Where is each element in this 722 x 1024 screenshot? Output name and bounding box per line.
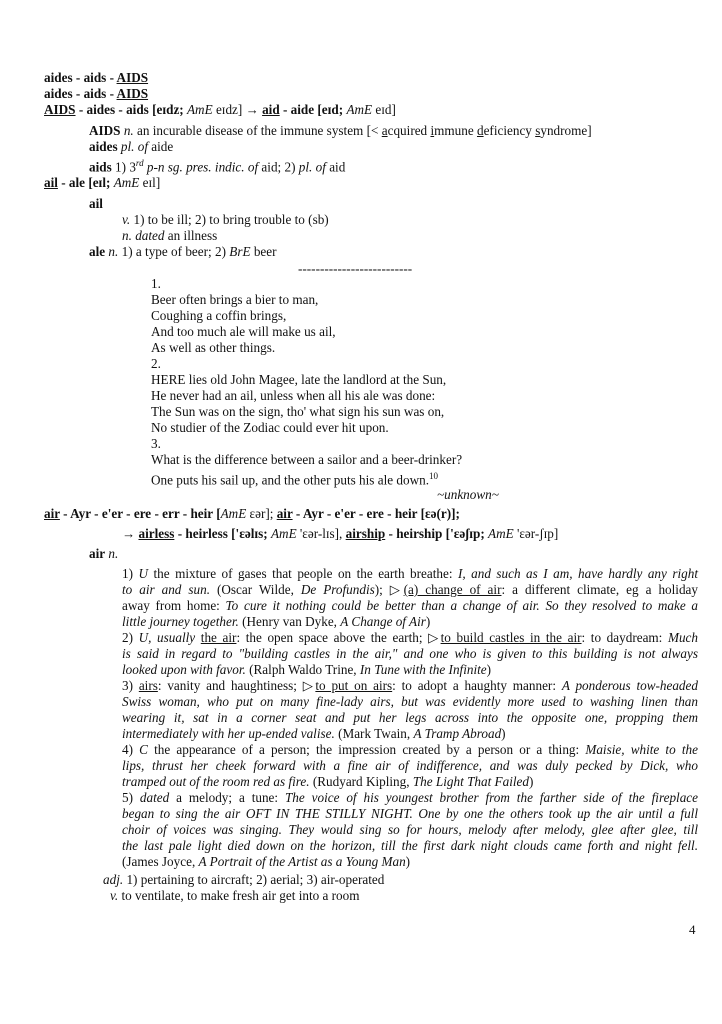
headword-airship: airship bbox=[345, 526, 386, 541]
poem-line-text: One puts his sail up, and the other puts his ale down. bbox=[151, 472, 429, 488]
citation-title: A Change of Air bbox=[340, 614, 426, 629]
grammar-label: U bbox=[138, 566, 148, 581]
example-quote: lips, thrust her cheek forward with a fine air of indifference, and was duly pecked by Dick, who bbox=[122, 758, 698, 773]
definition-text: aid; 2) bbox=[258, 159, 299, 175]
entry-headline-aides-1 bbox=[44, 70, 148, 86]
poem-line: 2. bbox=[151, 356, 161, 371]
definition-text: cquired bbox=[387, 123, 431, 138]
poem-line: He never had an ail, unless when all his ale was done: bbox=[151, 388, 436, 403]
homophones: - heirship ['ɛəʃɪp; bbox=[385, 526, 489, 541]
poem-line: What is the difference between a sailor and a beer-drinker? bbox=[151, 452, 463, 467]
sense-5-line bbox=[122, 806, 698, 822]
sense-4-line bbox=[122, 774, 533, 790]
definition-text: aide bbox=[147, 139, 174, 154]
definition-text: beer bbox=[250, 244, 277, 259]
example-quote: to air and sun. bbox=[122, 582, 210, 597]
citation: (James Joyce, bbox=[122, 854, 199, 869]
citation-title: In Tune with the Infinite bbox=[359, 662, 487, 677]
headword-air: air bbox=[44, 506, 60, 521]
headword-text: aides - aids - bbox=[44, 70, 117, 85]
example-quote: little journey together. bbox=[122, 614, 239, 629]
arrow: → bbox=[122, 526, 139, 541]
pronunciation: eɪl] bbox=[139, 175, 161, 190]
poem-line: 3. bbox=[151, 436, 161, 451]
sense-word: ale bbox=[89, 244, 106, 259]
sense-word: air bbox=[89, 546, 106, 561]
sense-4-line bbox=[122, 758, 698, 774]
acronym-letter: i bbox=[430, 123, 435, 138]
example-quote: Maisie, white to the bbox=[585, 742, 698, 757]
example-quote: wearing it, sat in a corner seat and put her legs across into the opposite one, propping them bbox=[122, 710, 698, 725]
grammar-label: dated bbox=[139, 790, 170, 805]
grammar-label: pl. of bbox=[298, 159, 326, 175]
sense-5-line bbox=[122, 854, 410, 870]
definition-text: aid bbox=[325, 159, 346, 175]
homophones: - ale [eɪl; bbox=[57, 175, 114, 190]
sense-word-air-noun bbox=[89, 546, 118, 562]
example-quote: Much bbox=[667, 630, 698, 645]
citation-title: A Tramp Abroad bbox=[413, 726, 502, 741]
sense-5-line bbox=[122, 790, 698, 806]
citation: ) bbox=[425, 614, 431, 629]
sense-text: away from home: bbox=[122, 598, 226, 613]
sense-1-line bbox=[122, 598, 698, 614]
sense-text: the mixture of gases that people on the earth breathe: bbox=[148, 566, 458, 581]
sense-text: a melody; a tune: bbox=[169, 790, 285, 805]
sense-text: : to daydream: bbox=[581, 630, 668, 645]
headword-aid: aid bbox=[262, 102, 280, 117]
pos-label: pl. of bbox=[117, 139, 148, 154]
sense-1-line bbox=[122, 566, 698, 582]
pronunciation: 'ɛər-lɪs], bbox=[296, 526, 346, 541]
homophones: - heirless ['ɛəlɪs; bbox=[174, 526, 271, 541]
example-quote: intermediately with her up-ended valise. bbox=[122, 726, 335, 741]
headword-aids-underlined: AIDS bbox=[116, 86, 149, 101]
headword-aids-underlined: AIDS bbox=[116, 70, 149, 85]
sense-text: : a different climate, eg a holiday bbox=[501, 582, 699, 597]
definition-aides bbox=[89, 139, 173, 155]
divider: -------------------------- bbox=[298, 261, 413, 276]
sense-5-line bbox=[122, 838, 698, 854]
sense-4-line bbox=[122, 742, 698, 758]
sense-word-ail: ail bbox=[89, 196, 103, 211]
headword-airless: airless bbox=[138, 526, 175, 541]
pronunciation: eɪd] bbox=[372, 102, 396, 117]
example-quote: tramped out of the room red as fire. bbox=[122, 774, 310, 789]
example-quote: began to sing the air OFT IN THE STILLY NIGHT. One by one the others took up the air until a full bbox=[122, 806, 698, 821]
ame-label: AmE bbox=[187, 102, 213, 117]
grammar-label: U, usually bbox=[138, 630, 196, 645]
definition-text: mmune bbox=[434, 123, 477, 138]
poem-line: And too much ale will make us ail, bbox=[151, 324, 336, 339]
definition-air-verb bbox=[110, 888, 360, 904]
sense-text: 4) bbox=[122, 742, 140, 757]
example-quote: the last pale light died down on the horizon, till the first dark night clouds came forth and night fell. bbox=[122, 838, 698, 853]
footnote-marker: 10 bbox=[429, 471, 438, 481]
poem-line: As well as other things. bbox=[151, 340, 276, 355]
definition-text: eficiency bbox=[483, 123, 536, 138]
pos-label: n. bbox=[120, 123, 134, 138]
pronunciation: 'ɛər-ʃɪp] bbox=[513, 526, 559, 541]
idiom-phrase: (a) change of air bbox=[403, 582, 502, 597]
ame-label: AmE bbox=[488, 526, 514, 541]
definition-ail-noun bbox=[122, 228, 217, 244]
citation: (Oscar Wilde, bbox=[210, 582, 301, 597]
example-quote: A ponderous tow-headed bbox=[561, 678, 698, 693]
definition-aids-plural bbox=[89, 155, 345, 175]
definition-air-adjective bbox=[103, 872, 384, 888]
sense-text: : vanity and haughtiness; ▷ bbox=[157, 678, 316, 693]
sense-3-line bbox=[122, 726, 506, 742]
example-quote: I, and such as I am, have hardly any right bbox=[457, 566, 698, 581]
sense-word: aides bbox=[89, 139, 118, 154]
pos-label: v. bbox=[122, 212, 131, 227]
headword-air: air bbox=[276, 506, 293, 521]
citation: (Ralph Waldo Trine, bbox=[245, 662, 360, 677]
sense-2-line bbox=[122, 662, 491, 678]
ame-label: AmE bbox=[270, 526, 297, 541]
headword-ail: ail bbox=[44, 175, 58, 190]
sense-1-line bbox=[122, 582, 698, 598]
poem-line-last bbox=[151, 468, 438, 488]
citation: (Mark Twain, bbox=[334, 726, 414, 741]
pronunciation: ɛər]; bbox=[246, 506, 277, 521]
entry-headline-air bbox=[44, 506, 460, 522]
definition-text: an illness bbox=[164, 228, 218, 243]
ame-label: AmE bbox=[346, 102, 373, 117]
sense-5-line bbox=[122, 822, 698, 838]
example-quote: choir of voices was singing. They would sing so for hours, melody after melody, glee after glee, till bbox=[122, 822, 698, 837]
homophones: - Ayr - e'er - ere - heir [ɛə(r)]; bbox=[292, 506, 460, 521]
definition-text: 1) pertaining to aircraft; 2) aerial; 3) air-operated bbox=[123, 872, 385, 887]
sense-word: aids bbox=[89, 159, 112, 175]
example-quote: looked upon with favor. bbox=[122, 662, 246, 677]
poem-line: 1. bbox=[151, 276, 161, 291]
idiom-phrase: to build castles in the air bbox=[440, 630, 582, 645]
poem-line: The Sun was on the sign, tho' what sign his sun was on, bbox=[151, 404, 445, 419]
definition-text: 1) a type of beer; 2) bbox=[118, 244, 230, 259]
sense-word: AIDS bbox=[89, 123, 121, 138]
poem-author: ~unknown~ bbox=[437, 487, 499, 502]
definition-text: 1) to be ill; 2) to bring trouble to (sb) bbox=[130, 212, 329, 227]
poem-line: Beer often brings a bier to man, bbox=[151, 292, 319, 307]
idiom-marker: ); ▷ bbox=[374, 582, 404, 597]
sense-text: 2) bbox=[122, 630, 139, 645]
idiom-phrase: airs bbox=[138, 678, 158, 693]
sense-text: 3) bbox=[122, 678, 139, 693]
entry-subline-airless bbox=[122, 526, 558, 542]
definition-text: an incurable disease of the immune system [< bbox=[133, 123, 382, 138]
ame-label: AmE bbox=[220, 506, 247, 521]
sense-3-line bbox=[122, 678, 698, 694]
sense-text: the appearance of a person; the impression created by a person or a thing: bbox=[147, 742, 586, 757]
citation: ) bbox=[528, 774, 534, 789]
definition-aids bbox=[89, 123, 592, 139]
sense-1-line bbox=[122, 614, 430, 630]
sense-3-line bbox=[122, 694, 698, 710]
example-quote: Swiss woman, who put on many fine-lady airs, but was evidently more used to washing linen than bbox=[122, 694, 698, 709]
pos-label: adj. bbox=[103, 872, 124, 887]
poem-line: No studier of the Zodiac could ever hit upon. bbox=[151, 420, 389, 435]
citation: ) bbox=[501, 726, 506, 741]
citation-title: De Profundis bbox=[300, 582, 375, 597]
headword-text: aides - aids - bbox=[44, 86, 117, 101]
grammar-label: C bbox=[139, 742, 148, 757]
pos-label: n. dated bbox=[122, 228, 165, 243]
pos-label: n. bbox=[105, 244, 119, 259]
citation: (Rudyard Kipling, bbox=[309, 774, 413, 789]
definition-ale bbox=[89, 244, 277, 260]
poem-line: HERE lies old John Magee, late the landlord at the Sun, bbox=[151, 372, 447, 387]
pos-label: v. bbox=[110, 888, 119, 903]
definition-text: yndrome] bbox=[540, 123, 592, 138]
acronym-letter: s bbox=[535, 123, 541, 138]
citation-title: The Light That Failed bbox=[412, 774, 529, 789]
idiom-phrase: to put on airs bbox=[315, 678, 393, 693]
homophones: - aide [eɪd; bbox=[279, 102, 347, 117]
homophones: - aides - aids [eɪdz; bbox=[75, 102, 187, 117]
example-quote: The voice of his youngest brother from the farther side of the fireplace bbox=[284, 790, 698, 805]
poem-line: Coughing a coffin brings, bbox=[151, 308, 287, 323]
idiom-phrase: the air bbox=[200, 630, 237, 645]
sense-text: : the open space above the earth; ▷ bbox=[236, 630, 441, 645]
sense-text: : to adopt a haughty manner: bbox=[392, 678, 562, 693]
headword-aids: AIDS bbox=[44, 102, 76, 117]
citation: (Henry van Dyke, bbox=[238, 614, 341, 629]
definition-ail-verb bbox=[122, 212, 329, 228]
entry-headline-ail bbox=[44, 175, 160, 191]
homophones: - Ayr - e'er - ere - err - heir [ bbox=[59, 506, 221, 521]
sense-2-line bbox=[122, 646, 698, 662]
sense-3-line bbox=[122, 710, 698, 726]
grammar-label: p-n sg. pres. indic. of bbox=[143, 159, 259, 175]
example-quote: is said in regard to "building castles in the air," and one who is given to this building is not always bbox=[122, 646, 698, 661]
entry-headline-aids bbox=[44, 102, 396, 118]
sense-text: 1) bbox=[122, 566, 139, 581]
citation: ) bbox=[405, 854, 411, 869]
citation: ) bbox=[486, 662, 492, 677]
entry-headline-aides-2 bbox=[44, 86, 148, 102]
sense-text: 5) bbox=[122, 790, 140, 805]
sense-2-line bbox=[122, 630, 698, 646]
superscript: rd bbox=[135, 158, 144, 168]
definition-text: to ventilate, to make fresh air get into a room bbox=[118, 888, 360, 903]
pos-label: n. bbox=[105, 546, 119, 561]
acronym-letter: d bbox=[476, 123, 484, 138]
pronunciation: eɪdz] → bbox=[212, 102, 263, 117]
definition-text: 1) 3 bbox=[111, 159, 136, 175]
acronym-letter: a bbox=[381, 123, 388, 138]
page-number: 4 bbox=[689, 922, 696, 937]
bre-label: BrE bbox=[229, 244, 251, 259]
ame-label: AmE bbox=[113, 175, 140, 190]
citation-title: A Portrait of the Artist as a Young Man bbox=[198, 854, 406, 869]
example-quote: To cure it nothing could be better than a change of air. So they resolved to make a bbox=[225, 598, 698, 613]
